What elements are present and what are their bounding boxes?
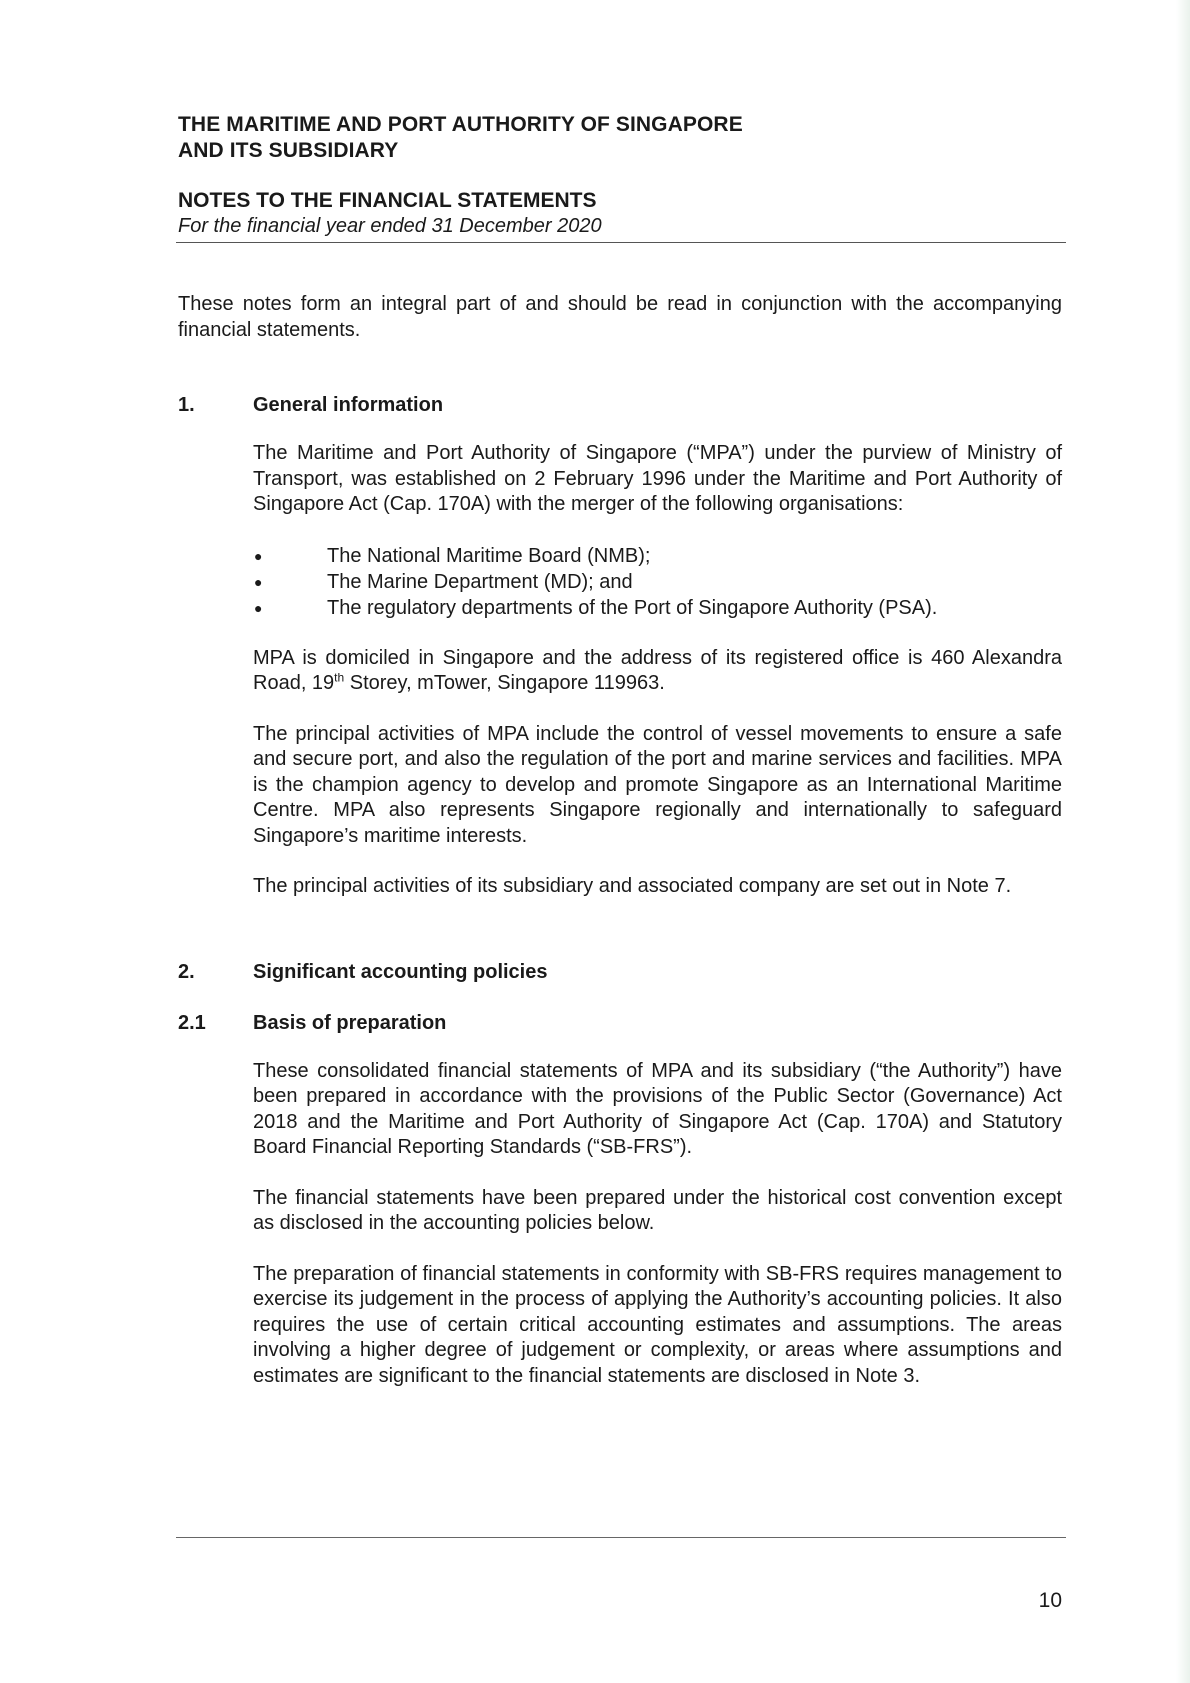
section-2-1-paragraph-2: The financial statements have been prepared under the historical cost convention except as disclosed in the accounting policies below. [253, 1186, 1062, 1234]
section-2-number: 2. [178, 960, 195, 983]
section-2-1-heading [178, 1010, 1062, 1036]
section-2-heading [178, 959, 1062, 985]
reporting-period: For the financial year ended 31 December 2020 [178, 215, 602, 237]
section-2-1-paragraph-3: The preparation of financial statements in conformity with SB-FRS requires management to exercise its judgement in the process of applying the Authority’s accounting policies. It also requires the use of certain critical accounting estimates and assumptions. The areas involving a higher degree of judgement or complexity, or areas where assumptions and estimates are significant to the financial statements are disclosed in Note 3. [253, 1262, 1062, 1387]
bullet-icon: ● [254, 573, 263, 590]
section-2-1-body [253, 1059, 1062, 1390]
intro-paragraph: These notes form an integral part of and should be read in conjunction with the accompanying financial statements. [178, 293, 1062, 341]
page-number: 10 [1038, 1589, 1062, 1612]
list-item [253, 595, 1062, 621]
bullet-icon: ● [254, 599, 263, 616]
section-1-number: 1. [178, 394, 195, 416]
bullet-icon: ● [254, 547, 263, 564]
footer-rule [176, 1537, 1066, 1538]
notes-title: NOTES TO THE FINANCIAL STATEMENTS [178, 189, 597, 212]
section-2-1-number: 2.1 [178, 1011, 206, 1034]
list-item [253, 543, 1062, 569]
section-1-paragraph-1: The Maritime and Port Authority of Singapore (“MPA”) under the purview of Ministry of Transport, was established on 2 February 1996 under the Maritime and Port Authority of Singapore Act (Cap. 170A) with the merger of the following organisations: [253, 442, 1062, 515]
section-1-heading [178, 392, 1062, 418]
address-text-end: Storey, mTower, Singapore 119963. [344, 672, 665, 694]
organisations-list [253, 543, 1062, 621]
list-item-text: The Marine Department (MD); and [327, 570, 633, 593]
section-1-paragraph-4: The principal activities of its subsidiary and associated company are set out in Note 7. [253, 875, 1012, 897]
document-page [178, 112, 1062, 1389]
organization-title [178, 112, 1062, 164]
section-2-title: Significant accounting policies [253, 960, 548, 983]
section-1-paragraph-3: The principal activities of MPA include the control of vessel movements to ensure a safe and secure port, and also the regulation of the port and marine services and facilities. MPA is the champion agency to develop and promote Singapore as an International Maritime Centre. MPA also represents Singapore regionally and internationally to safeguard Singapore’s maritime interests. [253, 722, 1062, 847]
header-rule [176, 242, 1066, 243]
ordinal-suffix: th [334, 670, 345, 685]
page-edge-tint [1176, 0, 1190, 1683]
section-2-1-title: Basis of preparation [253, 1011, 447, 1034]
address-text-start: MPA is domiciled in Singapore and the address of its registered office is 460 Alexandra Road, 19 [253, 646, 1062, 694]
list-item-text: The regulatory departments of the Port of Singapore Authority (PSA). [327, 596, 938, 619]
section-1-paragraph-2 [253, 646, 1062, 697]
section-1-title: General information [253, 394, 444, 416]
section-2-1-paragraph-1: These consolidated financial statements of MPA and its subsidiary (“the Authority”) have been prepared in accordance with the provisions of the Public Sector (Governance) Act 2018 and the Maritime and Port Authority of Singapore Act (Cap. 170A) and Statutory Board Financial Reporting Standards (“SB-FRS”). [253, 1059, 1062, 1158]
list-item-text: The National Maritime Board (NMB); [327, 544, 651, 567]
org-title-line-2: AND ITS SUBSIDIARY [178, 139, 399, 162]
section-1-body [253, 441, 1062, 900]
org-title-line-1: THE MARITIME AND PORT AUTHORITY OF SINGAPORE [178, 113, 743, 136]
list-item [253, 569, 1062, 595]
